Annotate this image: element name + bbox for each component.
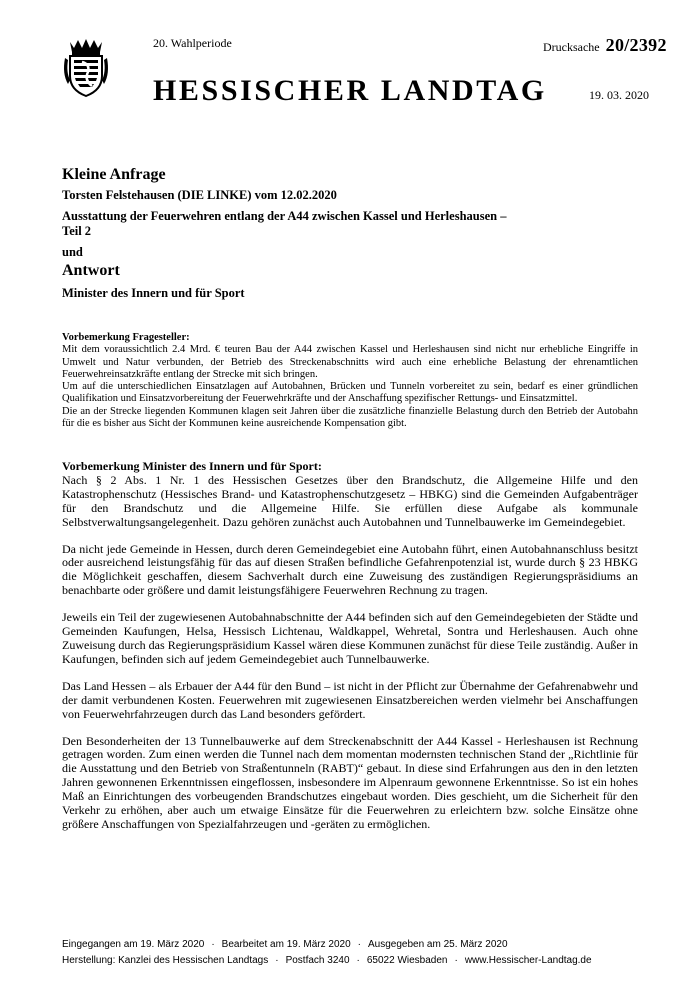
footer-separator: · bbox=[356, 955, 360, 966]
drucksache-label-text: Drucksache bbox=[543, 40, 600, 54]
subject-line bbox=[62, 209, 642, 239]
page-footer bbox=[62, 937, 592, 969]
minister-paragraph: Das Land Hessen – als Erbauer der A44 für den Bund – ist nicht in der Pflicht zur Übernahme der Gefahrenabwehr und der damit verbundenen Kosten. Feuerwehren mit zugewiesenen Einsatzbereichen werden vielmehr bei Anschaffungen von Feuerwehrfahrzeugen durch das Land besonders gefördert. bbox=[62, 678, 638, 721]
subject-line-1: Ausstattung der Feuerwehren entlang der A44 zwischen Kassel und Herleshausen – bbox=[62, 209, 507, 223]
footer-separator: · bbox=[211, 939, 215, 950]
fragesteller-heading: Vorbemerkung Fragesteller: bbox=[62, 332, 190, 343]
author-line: Torsten Felstehausen (DIE LINKE) vom 12.02.2020 bbox=[62, 188, 337, 202]
und-label: und bbox=[62, 245, 83, 259]
minister-paragraph: Den Besonderheiten der 13 Tunnelbauwerke auf dem Streckenabschnitt der A44 Kassel - Herleshausen ist Rechnung getragen worden. Zum einen werden die Tunnel nach dem momentan modernsten technischen Stand der „Richtlinie für die Ausstattung und den Betrieb von Straßentunneln (RABT)“ gebaut. In diese sind Erfahrungen aus den in den letzten Jahren gewonnenen Erkenntnissen eingeflossen, insbesondere im Alpenraum gewonnene Erkenntnisse. So ist ein hohes Maß an Einrichtungen des vorbeugenden Brandschutzes eingebaut worden. Dies geschieht, um die Sicherheit für den Verkehr zu erhöhen, aber auch um etwaige Einsätze für die Feuerwehren zu erleichtern bzw. solche Einsätze ohne größere Anschaffungen von Spezialfahrzeugen und -geräten zu ermöglichen. bbox=[62, 733, 638, 831]
drucksache-label bbox=[543, 35, 667, 56]
document-heading bbox=[62, 166, 642, 307]
footer-postfach: Postfach 3240 bbox=[285, 955, 350, 966]
fragesteller-paragraph: Die an der Strecke liegenden Kommunen klagen seit Jahren über die zusätzliche finanzielle Belastung durch den Betrieb der Autobahn für die es bisher aus Sicht der Kommunen keine ausreichende Kompensation gibt. bbox=[62, 405, 638, 430]
minister-paragraph: Da nicht jede Gemeinde in Hessen, durch deren Gemeindegebiet eine Autobahn führt, einen Autobahnanschluss besitzt oder ausreichend leistungsfähig für das auf diesen Straßen befindliche Gefahrenpotenzial ist, wurde durch § 23 HBKG die Möglichkeit geschaffen, diesem Sachverhalt durch eine Zuweisung des zuständigen Regierungspräsidiums an benachbarte oder größere und damit leistungsfähigere Feuerwehren Rechnung zu tragen. bbox=[62, 541, 638, 598]
drucksache-number: 20/2392 bbox=[605, 35, 667, 55]
footer-bearbeitet: Bearbeitet am 19. März 2020 bbox=[221, 939, 351, 950]
vorbemerkung-minister bbox=[62, 460, 638, 845]
footer-separator: · bbox=[454, 955, 458, 966]
document-type: Kleine Anfrage bbox=[62, 166, 166, 183]
antwort-label: Antwort bbox=[62, 262, 120, 279]
page-title: HESSISCHER LANDTAG bbox=[153, 74, 547, 107]
footer-line-publisher bbox=[62, 953, 592, 969]
vorbemerkung-fragesteller bbox=[62, 332, 638, 430]
subject-line-2: Teil 2 bbox=[62, 224, 92, 238]
minister-paragraph: Jeweils ein Teil der zugewiesenen Autobahnabschnitte der A44 befinden sich auf den Gemeindegebieten der Städte und Gemeinden Kaufungen, Helsa, Hessisch Lichtenau, Waldkappel, Wehretal, Sontra und Herleshausen. Auch ohne Zuweisung durch das Regierungspräsidium Kassel wären diese Kommunen zunächst für diese Teile zuständig. Außer in Kaufungen, befinden sich auf jedem Gemeindegebiet auch Tunnelbauwerke. bbox=[62, 610, 638, 666]
responder: Minister des Innern und für Sport bbox=[62, 286, 245, 300]
footer-web-link[interactable]: www.Hessischer-Landtag.de bbox=[464, 955, 592, 966]
minister-heading: Vorbemerkung Minister des Innern und für Sport: bbox=[62, 459, 322, 473]
footer-ausgegeben: Ausgegeben am 25. März 2020 bbox=[367, 939, 508, 950]
footer-separator: · bbox=[275, 955, 279, 966]
fragesteller-paragraph: Mit dem voraussichtlich 2.4 Mrd. € teuren Bau der A44 zwischen Kassel und Herleshausen sind nicht nur erhebliche Eingriffe in Umwelt und Natur verbunden, der Betrieb des Streckenabschnitts wird auch eine erhebliche Belastung der ehrenamtlichen Feuerwehreinsatzkräfte entlang der Strecke mit sich bringen. bbox=[62, 344, 638, 380]
minister-paragraph: Nach § 2 Abs. 1 Nr. 1 des Hessischen Gesetzes über den Brandschutz, die Allgemeine Hilfe und den Katastrophenschutz (Hessisches Brand- und Katastrophenschutzgesetz – HBKG) sind die Gemeinden Aufgabenträger für den Brandschutz und die Allgemeine Hilfe. Sie erfüllen diese Aufgabe als kommunale Selbstverwaltungsangelegenheit. Dazu gehören zunächst auch Autobahnen und Tunnelbauwerke im Gemeindegebiet. bbox=[62, 472, 638, 529]
document-date: 19. 03. 2020 bbox=[589, 88, 649, 102]
hessen-coat-of-arms-icon bbox=[62, 38, 110, 98]
footer-eingegangen: Eingegangen am 19. März 2020 bbox=[62, 939, 205, 950]
fragesteller-paragraph: Um auf die unterschiedlichen Einsatzlagen auf Autobahnen, Brücken und Tunneln vorbereitet zu sein, bedarf es einer gründlichen Qualifikation und Einsatzvorbereitung der Feuerwehrkräfte und der Anschaffung spezifischer Rettungs- und Einsatzmittel. bbox=[62, 381, 638, 405]
footer-ort: 65022 Wiesbaden bbox=[366, 955, 448, 966]
footer-line-dates bbox=[62, 937, 592, 953]
footer-separator: · bbox=[357, 939, 361, 950]
footer-herstellung: Herstellung: Kanzlei des Hessischen Landtags bbox=[62, 955, 269, 966]
wahlperiode: 20. Wahlperiode bbox=[153, 36, 232, 50]
